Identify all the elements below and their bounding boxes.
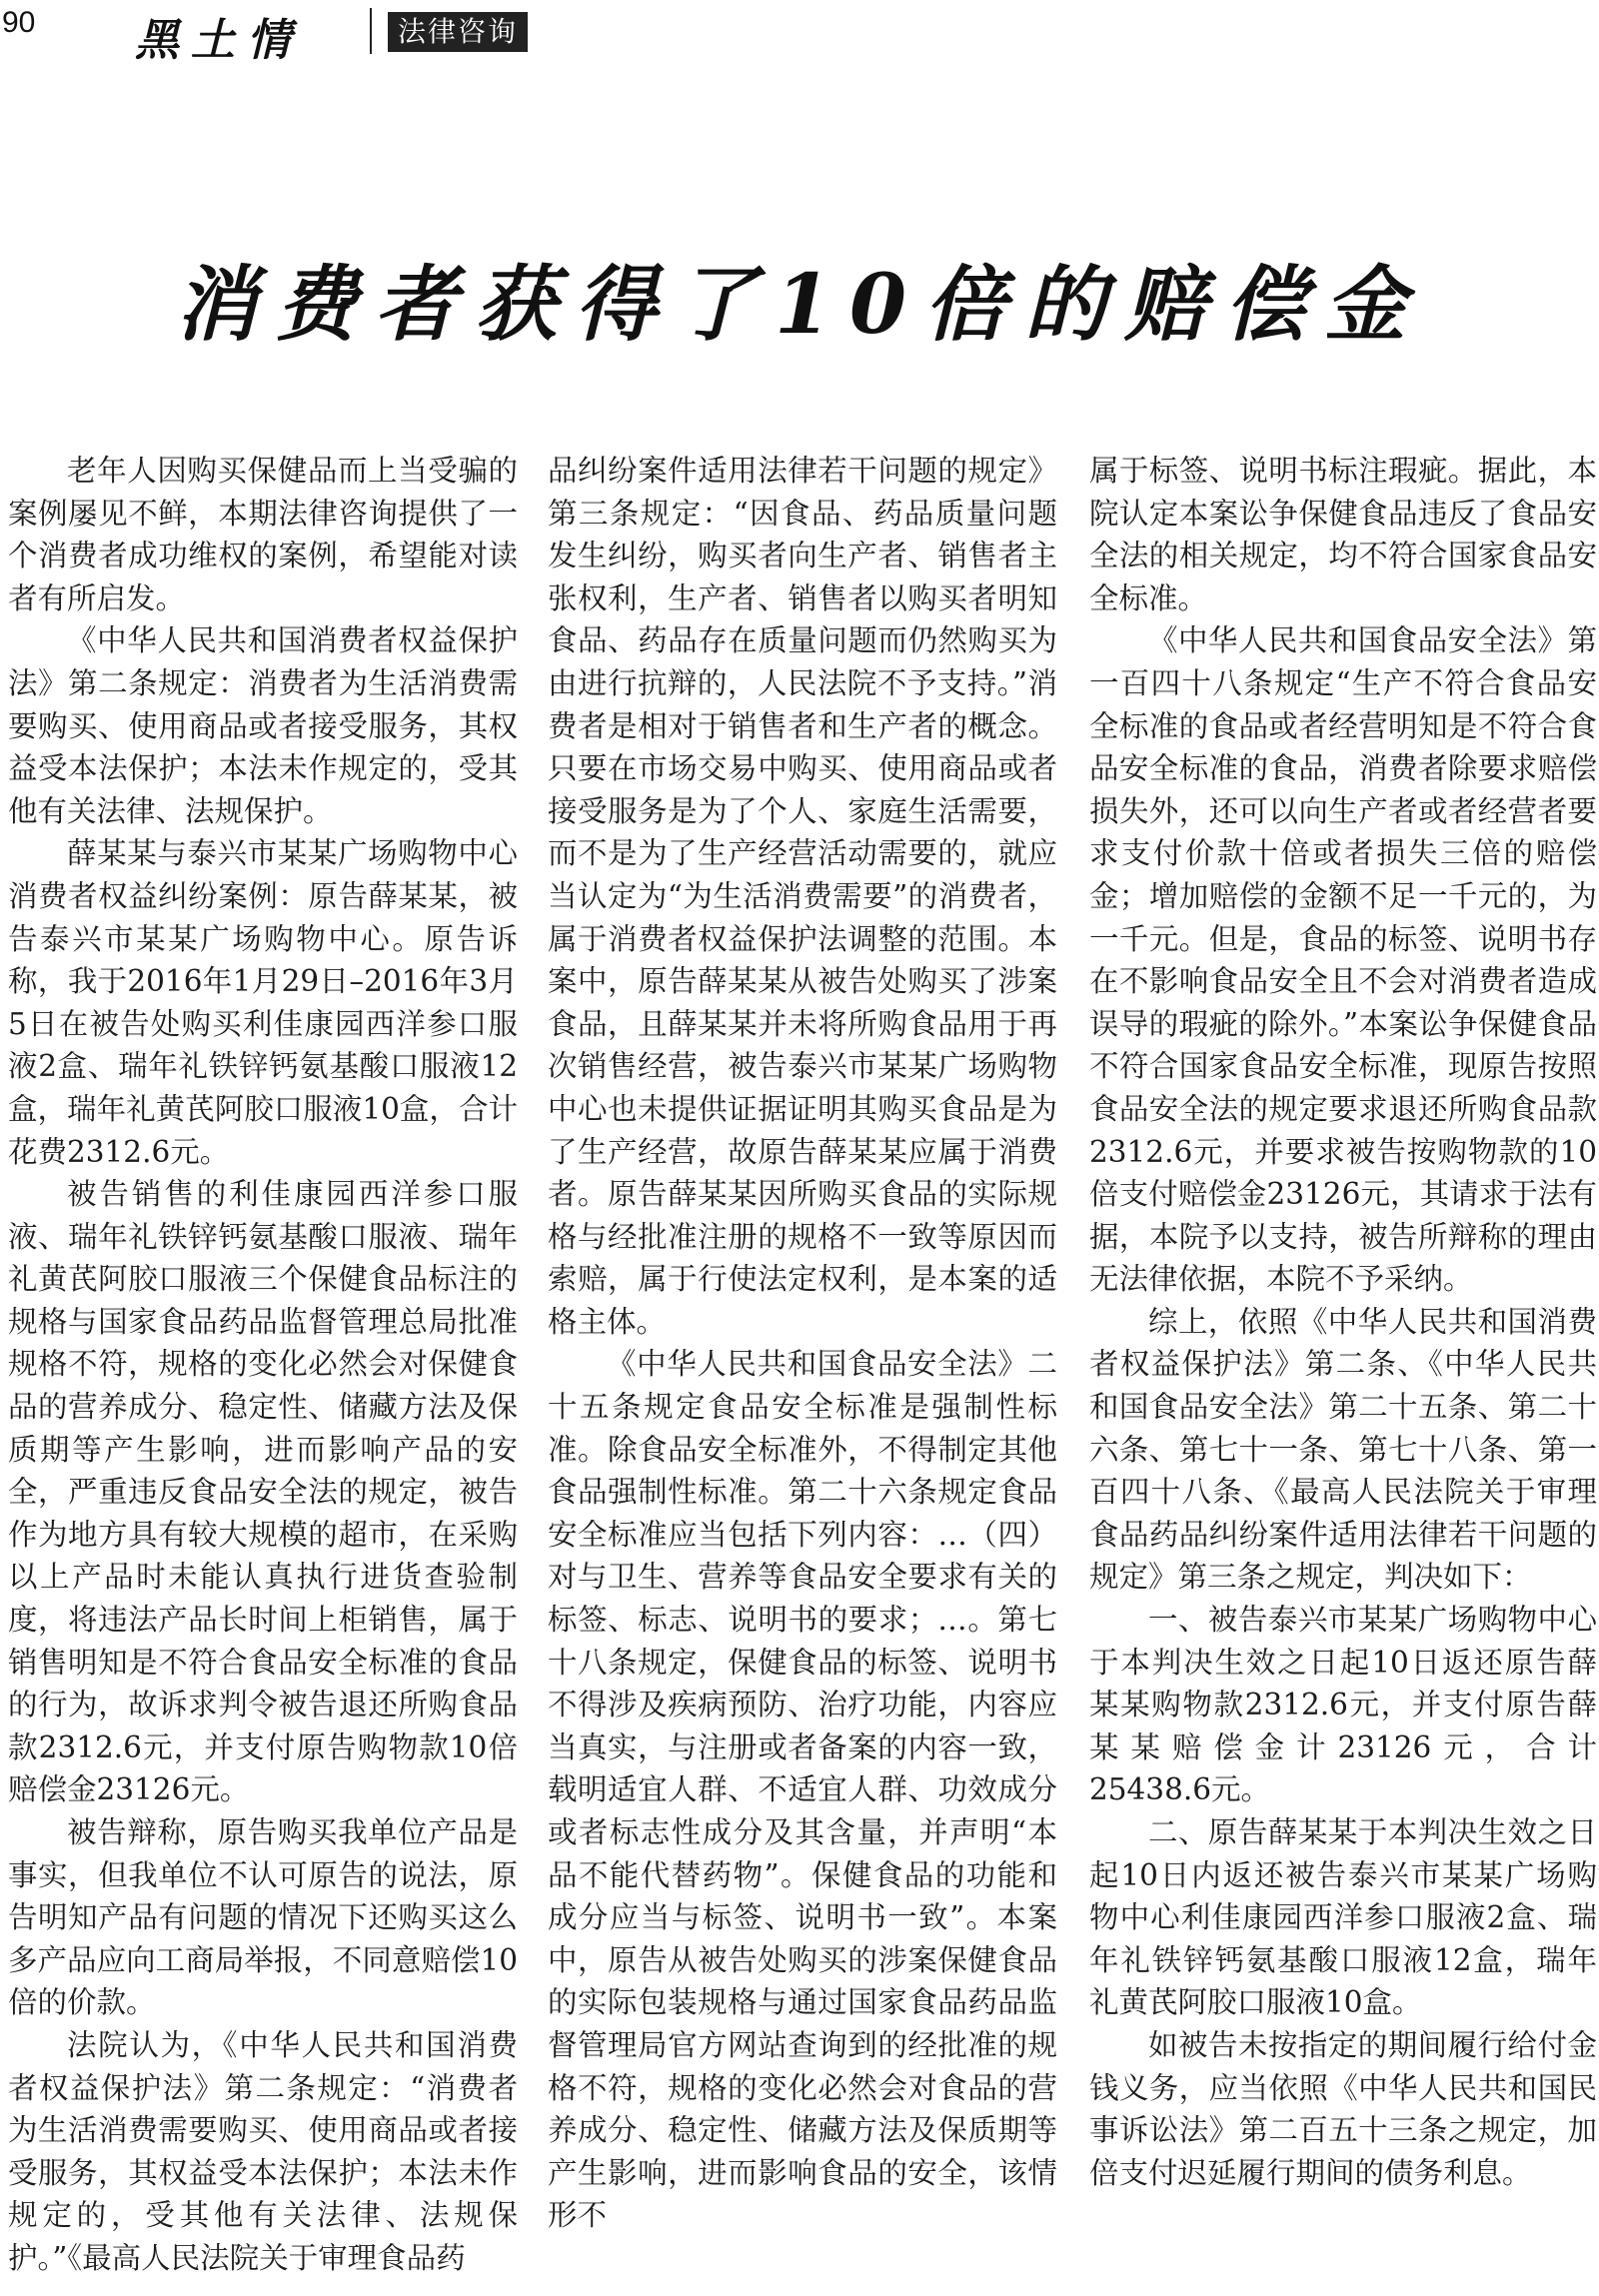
article-paragraph: 被告销售的利佳康园西洋参口服液、瑞年礼铁锌钙氨基酸口服液、瑞年礼黄芪阿胶口服液三个保健食品标注的规格与国家食品药品监督管理总局批准规格不符，规格的变化必然会对保健食品的营养成分、稳定性、储藏方法及保质期等产生影响，进而影响产品的安全，严重违反食品安全法的规定，被告作为地方具有较大规模的超市，在采购以上产品时未能认真执行进货查验制度，将违法产品长时间上柜销售，属于销售明知是不符合食品安全标准的食品的行为，故诉求判令被告退还所购食品款2312.6元，并支付原告购物款10倍赔偿金23126元。 <box>8 1177 518 1807</box>
article-paragraph: 法院认为，《中华人民共和国消费者权益保护法》第二条规定：“消费者为生活消费需要购买、使用商品或者接受服务，其权益受本法保护；本法未作规定的，受其他有关法律、法规保护。”《最高人民法院关于审理食品药 <box>8 2027 518 2275</box>
article-paragraph: 被告辩称，原告购买我单位产品是事实，但我单位不认可原告的说法，原告明知产品有问题的情况下还购买这么多产品应向工商局举报，不同意赔偿10倍的价款。 <box>8 1815 518 2020</box>
article-paragraph: 《中华人民共和国食品安全法》二十五条规定食品安全标准是强制性标准。除食品安全标准外，不得制定其他食品强制性标准。第二十六条规定食品安全标准应当包括下列内容：…（四）对与卫生、营养等食品安全要求有关的标签、标志、说明书的要求；…。第七十八条规定，保健食品的标签、说明书不得涉及疾病预防、治疗功能，内容应当真实，与注册或者备案的内容一致，载明适宜人群、不适宜人群、功效成分或者标志性成分及其含量，并声明“本品不能代替药物”。保健食品的功能和成分应当与标签、说明书一致”。本案中，原告从被告处购买的涉案保健食品的实际包装规格与通过国家食品药品监督管理局官方网站查询到的经批准的规格不符，规格的变化必然会对食品的营养成分、稳定性、储藏方法及保质期等产生影响，进而影响食品的安全，该情形不 <box>548 1347 1057 2233</box>
section-badge: 法律咨询 <box>388 12 528 52</box>
article-paragraph: 属于标签、说明书标注瑕疵。据此，本院认定本案讼争保健食品违反了食品安全法的相关规定，均不符合国家食品安全标准。 <box>1089 454 1597 615</box>
magazine-logo: 黑土情 <box>135 15 303 66</box>
article-paragraph: 如被告未按指定的期间履行给付金钱义务，应当依照《中华人民共和国民事诉讼法》第二百五十三条之规定，加倍支付迟延履行期间的债务利息。 <box>1089 2027 1597 2190</box>
article-column-3 <box>1089 450 1597 2296</box>
article-paragraph: 二、原告薛某某于本判决生效之日起10日内返还被告泰兴市某某广场购物中心利佳康园西洋参口服液2盒、瑞年礼铁锌钙氨基酸口服液12盒，瑞年礼黄芪阿胶口服液10盒。 <box>1089 1815 1597 2020</box>
page-number: 90 <box>2 6 36 39</box>
article-column-2 <box>548 450 1057 2296</box>
article-title: 消费者获得了10倍的赔偿金 <box>174 257 1425 353</box>
article-column-1 <box>8 450 518 2296</box>
page-header <box>0 0 1599 66</box>
header-divider <box>370 8 372 54</box>
article-paragraph: 《中华人民共和国消费者权益保护法》第二条规定：消费者为生活消费需要购买、使用商品或者接受服务，其权益受本法保护；本法未作规定的，受其他有关法律、法规保护。 <box>8 623 518 828</box>
article-paragraph: 老年人因购买保健品而上当受骗的案例屡见不鲜，本期法律咨询提供了一个消费者成功维权的案例，希望能对读者有所启发。 <box>8 454 518 615</box>
article-paragraph: 《中华人民共和国食品安全法》第一百四十八条规定“生产不符合食品安全标准的食品或者经营明知是不符合食品安全标准的食品，消费者除要求赔偿损失外，还可以向生产者或者经营者要求支付价款十倍或者损失三倍的赔偿金；增加赔偿的金额不足一千元的，为一千元。但是，食品的标签、说明书存在不影响食品安全且不会对消费者造成误导的瑕疵的除外。”本案讼争保健食品不符合国家食品安全标准，现原告按照食品安全法的规定要求退还所购食品款2312.6元，并要求被告按购物款的10倍支付赔偿金23126元，其请求于法有据，本院予以支持，被告所辩称的理由无法律依据，本院不予采纳。 <box>1089 623 1597 1297</box>
article-paragraph: 薛某某与泰兴市某某广场购物中心消费者权益纠纷案例：原告薛某某，被告泰兴市某某广场购物中心。原告诉称，我于2016年1月29日–2016年3月5日在被告处购买利佳康园西洋参口服液2盒、瑞年礼铁锌钙氨基酸口服液12盒，瑞年礼黄芪阿胶口服液10盒，合计花费2312.6元。 <box>8 836 518 1169</box>
article-paragraph: 一、被告泰兴市某某广场购物中心于本判决生效之日起10日返还原告薛某某购物款2312.6元，并支付原告薛某某赔偿金计23126元，合计25438.6元。 <box>1089 1603 1597 1807</box>
article-paragraph: 品纠纷案件适用法律若干问题的规定》第三条规定：“因食品、药品质量问题发生纠纷，购买者向生产者、销售者主张权利，生产者、销售者以购买者明知食品、药品存在质量问题而仍然购买为由进行抗辩的，人民法院不予支持。”消费者是相对于销售者和生产者的概念。只要在市场交易中购买、使用商品或者接受服务是为了个人、家庭生活需要，而不是为了生产经营活动需要的，就应当认定为“为生活消费需要”的消费者，属于消费者权益保护法调整的范围。本案中，原告薛某某从被告处购买了涉案食品，且薛某某并未将所购食品用于再次销售经营，被告泰兴市某某广场购物中心也未提供证据证明其购买食品是为了生产经营，故原告薛某某应属于消费者。原告薛某某因所购买食品的实际规格与经批准注册的规格不一致等原因而索赔，属于行使法定权利，是本案的适格主体。 <box>548 454 1057 1339</box>
article-paragraph: 综上，依照《中华人民共和国消费者权益保护法》第二条、《中华人民共和国食品安全法》第二十五条、第二十六条、第七十一条、第七十八条、第一百四十八条、《最高人民法院关于审理食品药品纠纷案件适用法律若干问题的规定》第三条之规定，判决如下： <box>1089 1304 1597 1595</box>
